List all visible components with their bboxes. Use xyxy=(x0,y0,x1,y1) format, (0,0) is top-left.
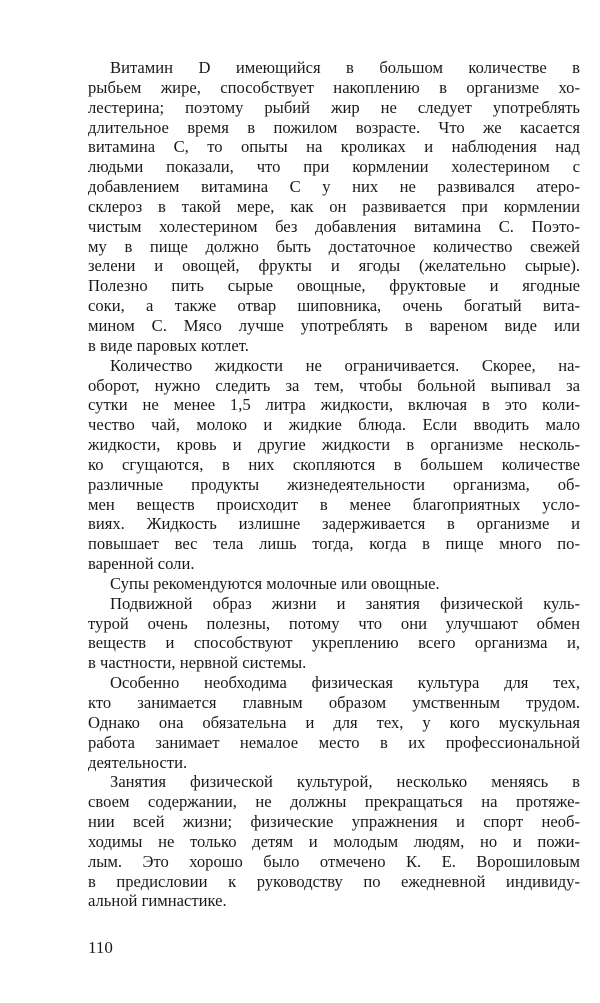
text-line: кто занимается главным образом умственным трудом. xyxy=(88,693,580,712)
text-line: в предисловии к руководству по ежедневной индивиду- xyxy=(88,871,580,891)
text-line: повышает вес тела лишь тогда, когда в пище много по- xyxy=(88,534,580,554)
text-line: му в пище должно быть достаточное количество свежей xyxy=(88,236,580,256)
text-line: лым. Это хорошо было отмечено К. Е. Ворошиловым xyxy=(88,851,580,871)
text-line: виях. Жидкость излишне задерживается в организме и xyxy=(88,514,580,534)
text-line: витамина С, то опыты на кроликах и наблюдения над xyxy=(88,137,580,157)
text-line: в частности, нервной системы. xyxy=(88,653,307,673)
text-line: чество чай, молоко и жидкие блюда. Если вводить мало xyxy=(88,415,580,435)
text-line: соки, а также отвар шиповника, очень богатый вита- xyxy=(88,296,580,316)
text-line: Подвижной образ жизни и занятия физической куль- xyxy=(110,593,580,613)
text-line: оборот, нужно следить за тем, чтобы больной выпивал за xyxy=(88,375,580,395)
text-line: Однако она обязательна и для тех, у кого мускульная xyxy=(88,712,580,732)
text-line: деятельности. xyxy=(88,752,188,772)
text-line: веществ и способствуют укреплению всего организма и, xyxy=(88,633,580,653)
text-line: работа занимает немалое место в их профессиональной xyxy=(88,732,580,752)
text-line: добавлением витамина С у них не развивался атеро- xyxy=(88,177,580,197)
text-line: жидкости, кровь и другие жидкости в организме несколь- xyxy=(88,435,580,455)
text-line: длительное время в пожилом возрасте. Что же касается xyxy=(88,117,580,137)
text-line: турой очень полезны, потому что они улучшают обмен xyxy=(88,613,580,633)
text-line: Особенно необходима физическая культура для тех, xyxy=(110,673,580,693)
text-line: мен веществ происходит в менее благоприятных усло- xyxy=(88,494,580,514)
paragraph xyxy=(88,574,580,594)
text-line: Количество жидкости не ограничивается. Скорее, на- xyxy=(110,355,580,375)
text-line: своем содержании, не должны прекращаться на протяже- xyxy=(88,792,580,812)
text-line: Занятия физической культурой, несколько меняясь в xyxy=(110,772,580,792)
text-line: в виде паровых котлет. xyxy=(88,335,249,355)
text-line: чистым холестерином без добавления витамина С. Поэто- xyxy=(88,216,580,236)
text-line: ко сгущаются, в них скопляются в большем количестве xyxy=(88,454,580,474)
text-line: сутки не менее 1,5 литра жидкости, включая в это коли- xyxy=(88,395,580,415)
text-line: альной гимнастике. xyxy=(88,891,227,911)
paragraph xyxy=(88,772,580,911)
text-line: различные продукты жизнедеятельности организма, об- xyxy=(88,474,580,494)
text-line: людьми показали, что при кормлении холестерином с xyxy=(88,157,580,177)
text-line: варенной соли. xyxy=(88,554,195,574)
text-line: нии всей жизни; физические упражнения и спорт необ- xyxy=(88,812,580,832)
text-line: рыбьем жире, способствует накоплению в организме хо- xyxy=(88,77,580,97)
text-line: мином С. Мясо лучше употреблять в вареном виде или xyxy=(88,315,580,335)
text-line: ходимы не только детям и молодым людям, но и пожи- xyxy=(88,831,580,851)
text-line: лестерина; поэтому рыбий жир не следует употреблять xyxy=(88,97,580,117)
paragraph xyxy=(88,58,580,356)
text-line: склероз в такой мере, как он развивается при кормлении xyxy=(88,196,580,216)
text-line: Полезно пить сырые овощные, фруктовые и ягодные xyxy=(88,276,580,296)
page-number: 110 xyxy=(88,938,113,957)
text-line: Витамин D имеющийся в большом количестве в xyxy=(110,58,580,77)
text-line: зелени и овощей, фрукты и ягоды (желательно сырые). xyxy=(88,256,580,276)
paragraph xyxy=(88,356,580,574)
paragraph xyxy=(88,594,580,673)
body-text xyxy=(88,58,580,911)
text-line: Супы рекомендуются молочные или овощные. xyxy=(110,573,440,593)
paragraph xyxy=(88,673,580,772)
